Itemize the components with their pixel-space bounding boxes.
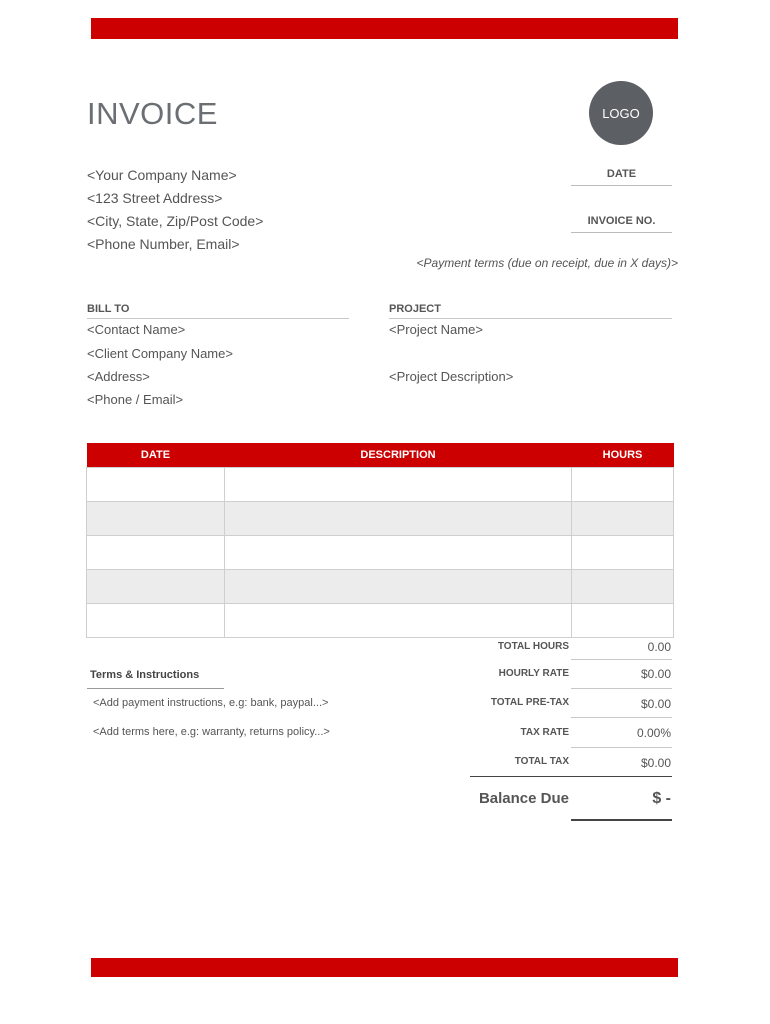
terms-text: <Add terms here, e.g: warranty, returns policy...> — [93, 726, 330, 738]
invoice-title: INVOICE — [87, 96, 218, 131]
hourly-rate-label: HOURLY RATE — [498, 668, 569, 679]
total-hours-value: 0.00 — [647, 640, 671, 654]
description-cell[interactable] — [225, 570, 572, 604]
total-tax-label: TOTAL TAX — [514, 756, 569, 767]
company-contact: <Phone Number, Email> — [87, 236, 240, 252]
date-cell[interactable] — [87, 536, 225, 570]
company-name: <Your Company Name> — [87, 167, 237, 183]
total-tax-value: $0.00 — [640, 756, 671, 770]
date-cell[interactable] — [87, 604, 225, 638]
hours-cell[interactable] — [572, 468, 674, 502]
table-header-row — [87, 443, 674, 468]
hours-cell[interactable] — [572, 604, 674, 638]
invoice-no-field[interactable] — [571, 232, 672, 233]
payment-terms: <Payment terms (due on receipt, due in X days)> — [416, 256, 678, 270]
line-items-table — [86, 443, 674, 638]
table-row — [87, 502, 674, 536]
table-row — [87, 570, 674, 604]
total-pretax-label: TOTAL PRE-TAX — [490, 697, 569, 708]
total-hours-rule — [571, 659, 672, 660]
tax-rate-value: 0.00% — [636, 726, 671, 740]
column-header-date: DATE — [87, 443, 225, 468]
hourly-rate-rule — [571, 688, 672, 689]
table-row — [87, 536, 674, 570]
tax-rate-label: TAX RATE — [520, 727, 569, 738]
total-pretax-value: $0.00 — [640, 697, 671, 711]
description-cell[interactable] — [225, 502, 572, 536]
table-row — [87, 468, 674, 502]
bottom-accent-bar — [91, 958, 678, 977]
project-divider — [389, 318, 672, 319]
column-header-description: DESCRIPTION — [225, 443, 572, 468]
logo-placeholder: LOGO — [589, 81, 653, 145]
hourly-rate-value: $0.00 — [640, 667, 671, 681]
project-name: <Project Name> — [389, 322, 483, 337]
column-header-hours: HOURS — [572, 443, 674, 468]
date-label: DATE — [606, 168, 637, 180]
payment-instructions: <Add payment instructions, e.g: bank, paypal...> — [93, 697, 329, 709]
bill-to-address: <Address> — [87, 369, 150, 384]
total-hours-label: TOTAL HOURS — [497, 641, 569, 652]
table-row — [87, 604, 674, 638]
balance-due-rule — [571, 819, 672, 821]
terms-divider — [87, 688, 224, 689]
balance-due-label: Balance Due — [478, 790, 569, 807]
date-cell[interactable] — [87, 468, 225, 502]
bill-to-label: BILL TO — [87, 303, 130, 315]
balance-due-value: $ - — [652, 790, 671, 807]
bill-to-divider — [87, 318, 349, 319]
bill-to-phone: <Phone / Email> — [87, 392, 184, 407]
project-description: <Project Description> — [389, 369, 514, 384]
tax-rate-rule — [571, 747, 672, 748]
terms-title: Terms & Instructions — [90, 669, 200, 681]
description-cell[interactable] — [225, 468, 572, 502]
top-accent-bar — [91, 18, 678, 39]
date-cell[interactable] — [87, 570, 225, 604]
description-cell[interactable] — [225, 536, 572, 570]
date-field[interactable] — [571, 185, 672, 186]
hours-cell[interactable] — [572, 570, 674, 604]
hours-cell[interactable] — [572, 536, 674, 570]
invoice-no-label: INVOICE NO. — [587, 215, 656, 227]
total-tax-rule — [470, 776, 672, 777]
total-pretax-rule — [571, 717, 672, 718]
hours-cell[interactable] — [572, 502, 674, 536]
company-city: <City, State, Zip/Post Code> — [87, 213, 264, 229]
company-street: <123 Street Address> — [87, 190, 223, 206]
date-cell[interactable] — [87, 502, 225, 536]
description-cell[interactable] — [225, 604, 572, 638]
bill-to-contact: <Contact Name> — [87, 322, 186, 337]
project-label: PROJECT — [389, 303, 441, 315]
bill-to-company: <Client Company Name> — [87, 346, 233, 361]
